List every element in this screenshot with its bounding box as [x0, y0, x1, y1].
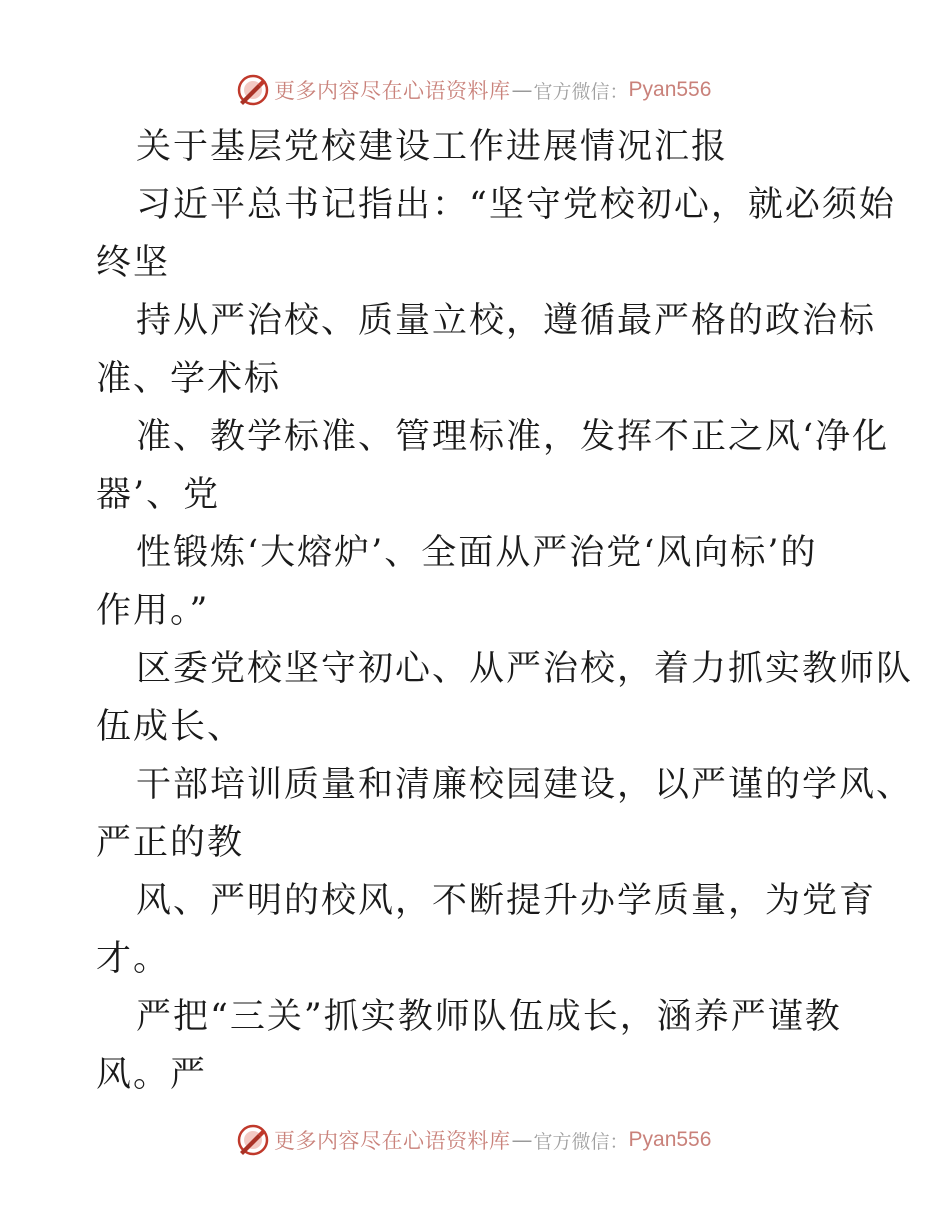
- paragraph-line: 持从严治校、质量立校，遵循最严格的政治标: [136, 301, 877, 341]
- pen-logo-icon: [236, 1123, 270, 1157]
- paragraph-line: 准、教学标准、管理标准，发挥不正之风‘净化: [136, 417, 890, 457]
- paragraph-line: 严把“三关”抓实教师队伍成长，涵养严谨教: [136, 997, 842, 1037]
- pen-logo-icon: [236, 73, 270, 107]
- header-watermark: [236, 72, 711, 108]
- watermark-site-text: 更多内容尽在心语资料库: [274, 79, 511, 103]
- paragraph-line: 器’、党: [96, 475, 221, 515]
- paragraph-line: 干部培训质量和清廉校园建设，以严谨的学风、: [136, 765, 914, 805]
- watermark-label: 官方微信：: [533, 1130, 629, 1153]
- paragraph-line: 作用。”: [96, 591, 210, 631]
- watermark-dash: —: [511, 1128, 533, 1152]
- paragraph-line: 终坚: [96, 243, 171, 283]
- paragraph-line: 伍成长、: [96, 707, 245, 747]
- paragraph-line: 才。: [96, 939, 171, 979]
- watermark-dash: —: [511, 78, 533, 102]
- paragraph-line: 习近平总书记指出：“坚守党校初心，就必须始: [136, 185, 896, 225]
- paragraph-line: 区委党校坚守初心、从严治校，着力抓实教师队: [136, 649, 914, 689]
- watermark-label: 官方微信：: [533, 80, 629, 103]
- watermark-account: Pyan556: [628, 78, 712, 101]
- watermark-site-text: 更多内容尽在心语资料库: [274, 1129, 511, 1153]
- document-title: 关于基层党校建设工作进展情况汇报: [136, 127, 729, 167]
- footer-watermark: [236, 1122, 711, 1158]
- paragraph-line: 风。严: [96, 1055, 208, 1095]
- paragraph-line: 风、严明的校风，不断提升办学质量，为党育: [136, 881, 877, 921]
- watermark-account: Pyan556: [628, 1128, 712, 1151]
- paragraph-line: 准、学术标: [96, 359, 282, 399]
- paragraph-line: 性锻炼‘大熔炉’、全面从严治党‘风向标’的: [136, 533, 818, 573]
- paragraph-line: 严正的教: [96, 823, 245, 863]
